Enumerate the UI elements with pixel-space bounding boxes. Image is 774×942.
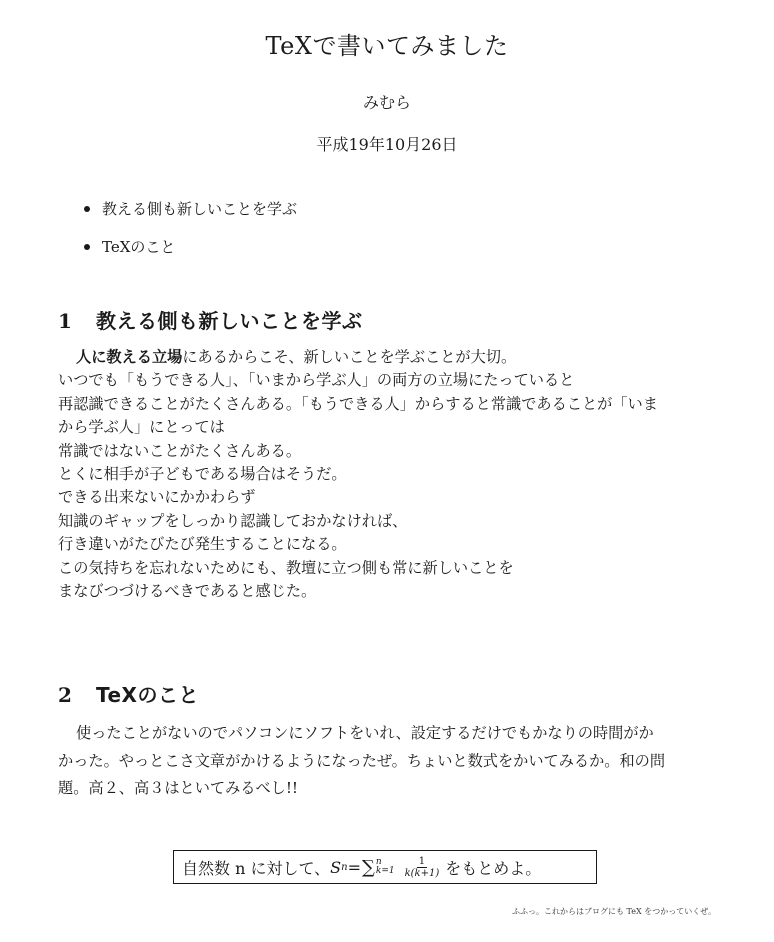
section-1-body [58, 346, 718, 603]
paragraph-line: 知識のギャップをしっかり認識しておかなければ、 [58, 511, 408, 530]
bullet-icon [84, 244, 90, 250]
toc-item [82, 198, 297, 236]
section-title: 教える側も新しいことを学ぶ [96, 309, 363, 333]
section-number: 2 [58, 683, 73, 707]
document-title: TeXで書いてみました [265, 32, 509, 60]
emphasis-text: 人に教える立場 [76, 348, 183, 366]
paragraph-line: 行き違いがたびたび発生することになる。 [58, 535, 347, 554]
fraction-denominator: k(k+1) [404, 867, 440, 879]
formula-lhs: S [330, 857, 342, 877]
document-author: みむら [362, 93, 411, 112]
sum-limits [376, 858, 395, 876]
paragraph-line: 題。高２、高３はといてみるべし!! [58, 779, 299, 797]
paragraph-line: 人に教える立場にあるからこそ、新しいことを学ぶことが大切。 [76, 348, 517, 366]
fraction-numerator: 1 [418, 855, 426, 867]
toc-item-label: 教える側も新しいことを学ぶ [102, 200, 298, 218]
section-2-body [58, 720, 718, 803]
bullet-icon [84, 206, 90, 212]
document-date: 平成19年10月26日 [316, 135, 458, 154]
toc-item [82, 236, 297, 274]
paragraph-line: かった。やっとこさ文章がかけるようになったぜ。ちょいと数式をかいてみるか。和の問 [58, 751, 666, 770]
formula-lhs-subscript: n [341, 861, 348, 873]
sum-lower-limit: k=1 [375, 866, 395, 876]
toc-list [82, 198, 297, 274]
paragraph-line: 使ったことがないのでパソコンにソフトをいれ、設定するだけでもかなりの時間がか [76, 724, 654, 742]
section-2-heading [58, 679, 199, 708]
sum-symbol: ∑ [362, 856, 375, 878]
paragraph-line: できる出来ないにかかわらず [58, 488, 256, 507]
formula-prefix: 自然数 n に対して、 [182, 858, 331, 878]
paragraph-line: いつでも「もうできる人」、「いまから学ぶ人」の両方の立場にたっていると [58, 371, 575, 390]
formula-box [173, 850, 597, 884]
paragraph-line: 常識ではないことがたくさんある。 [58, 441, 301, 460]
paragraph-line: まなびつづけるべきであると感じた。 [58, 582, 317, 601]
paragraph-line: この気持ちを忘れないためにも、教壇に立つ側も常に新しいことを [58, 558, 514, 577]
section-1-heading [58, 305, 363, 334]
sum-upper-limit: n [375, 857, 382, 867]
formula-suffix: をもとめよ。 [445, 858, 542, 878]
paragraph-line: とくに相手が子どもである場合はそうだ。 [58, 465, 347, 484]
paragraph-line: 再認識できることがたくさんある。「もうできる人」からすると常識であることが「いま [58, 394, 658, 413]
section-title: TeXのこと [96, 683, 199, 707]
paragraph-line: から学ぶ人」にとっては [58, 418, 225, 437]
footnote-text: ふふっ。これからはブログにも TeX をつかっていくぜ。 [512, 907, 716, 916]
section-number: 1 [58, 309, 73, 333]
toc-item-label: TeXのこと [102, 238, 176, 256]
fraction [403, 856, 442, 879]
formula-equals: = [347, 857, 361, 877]
